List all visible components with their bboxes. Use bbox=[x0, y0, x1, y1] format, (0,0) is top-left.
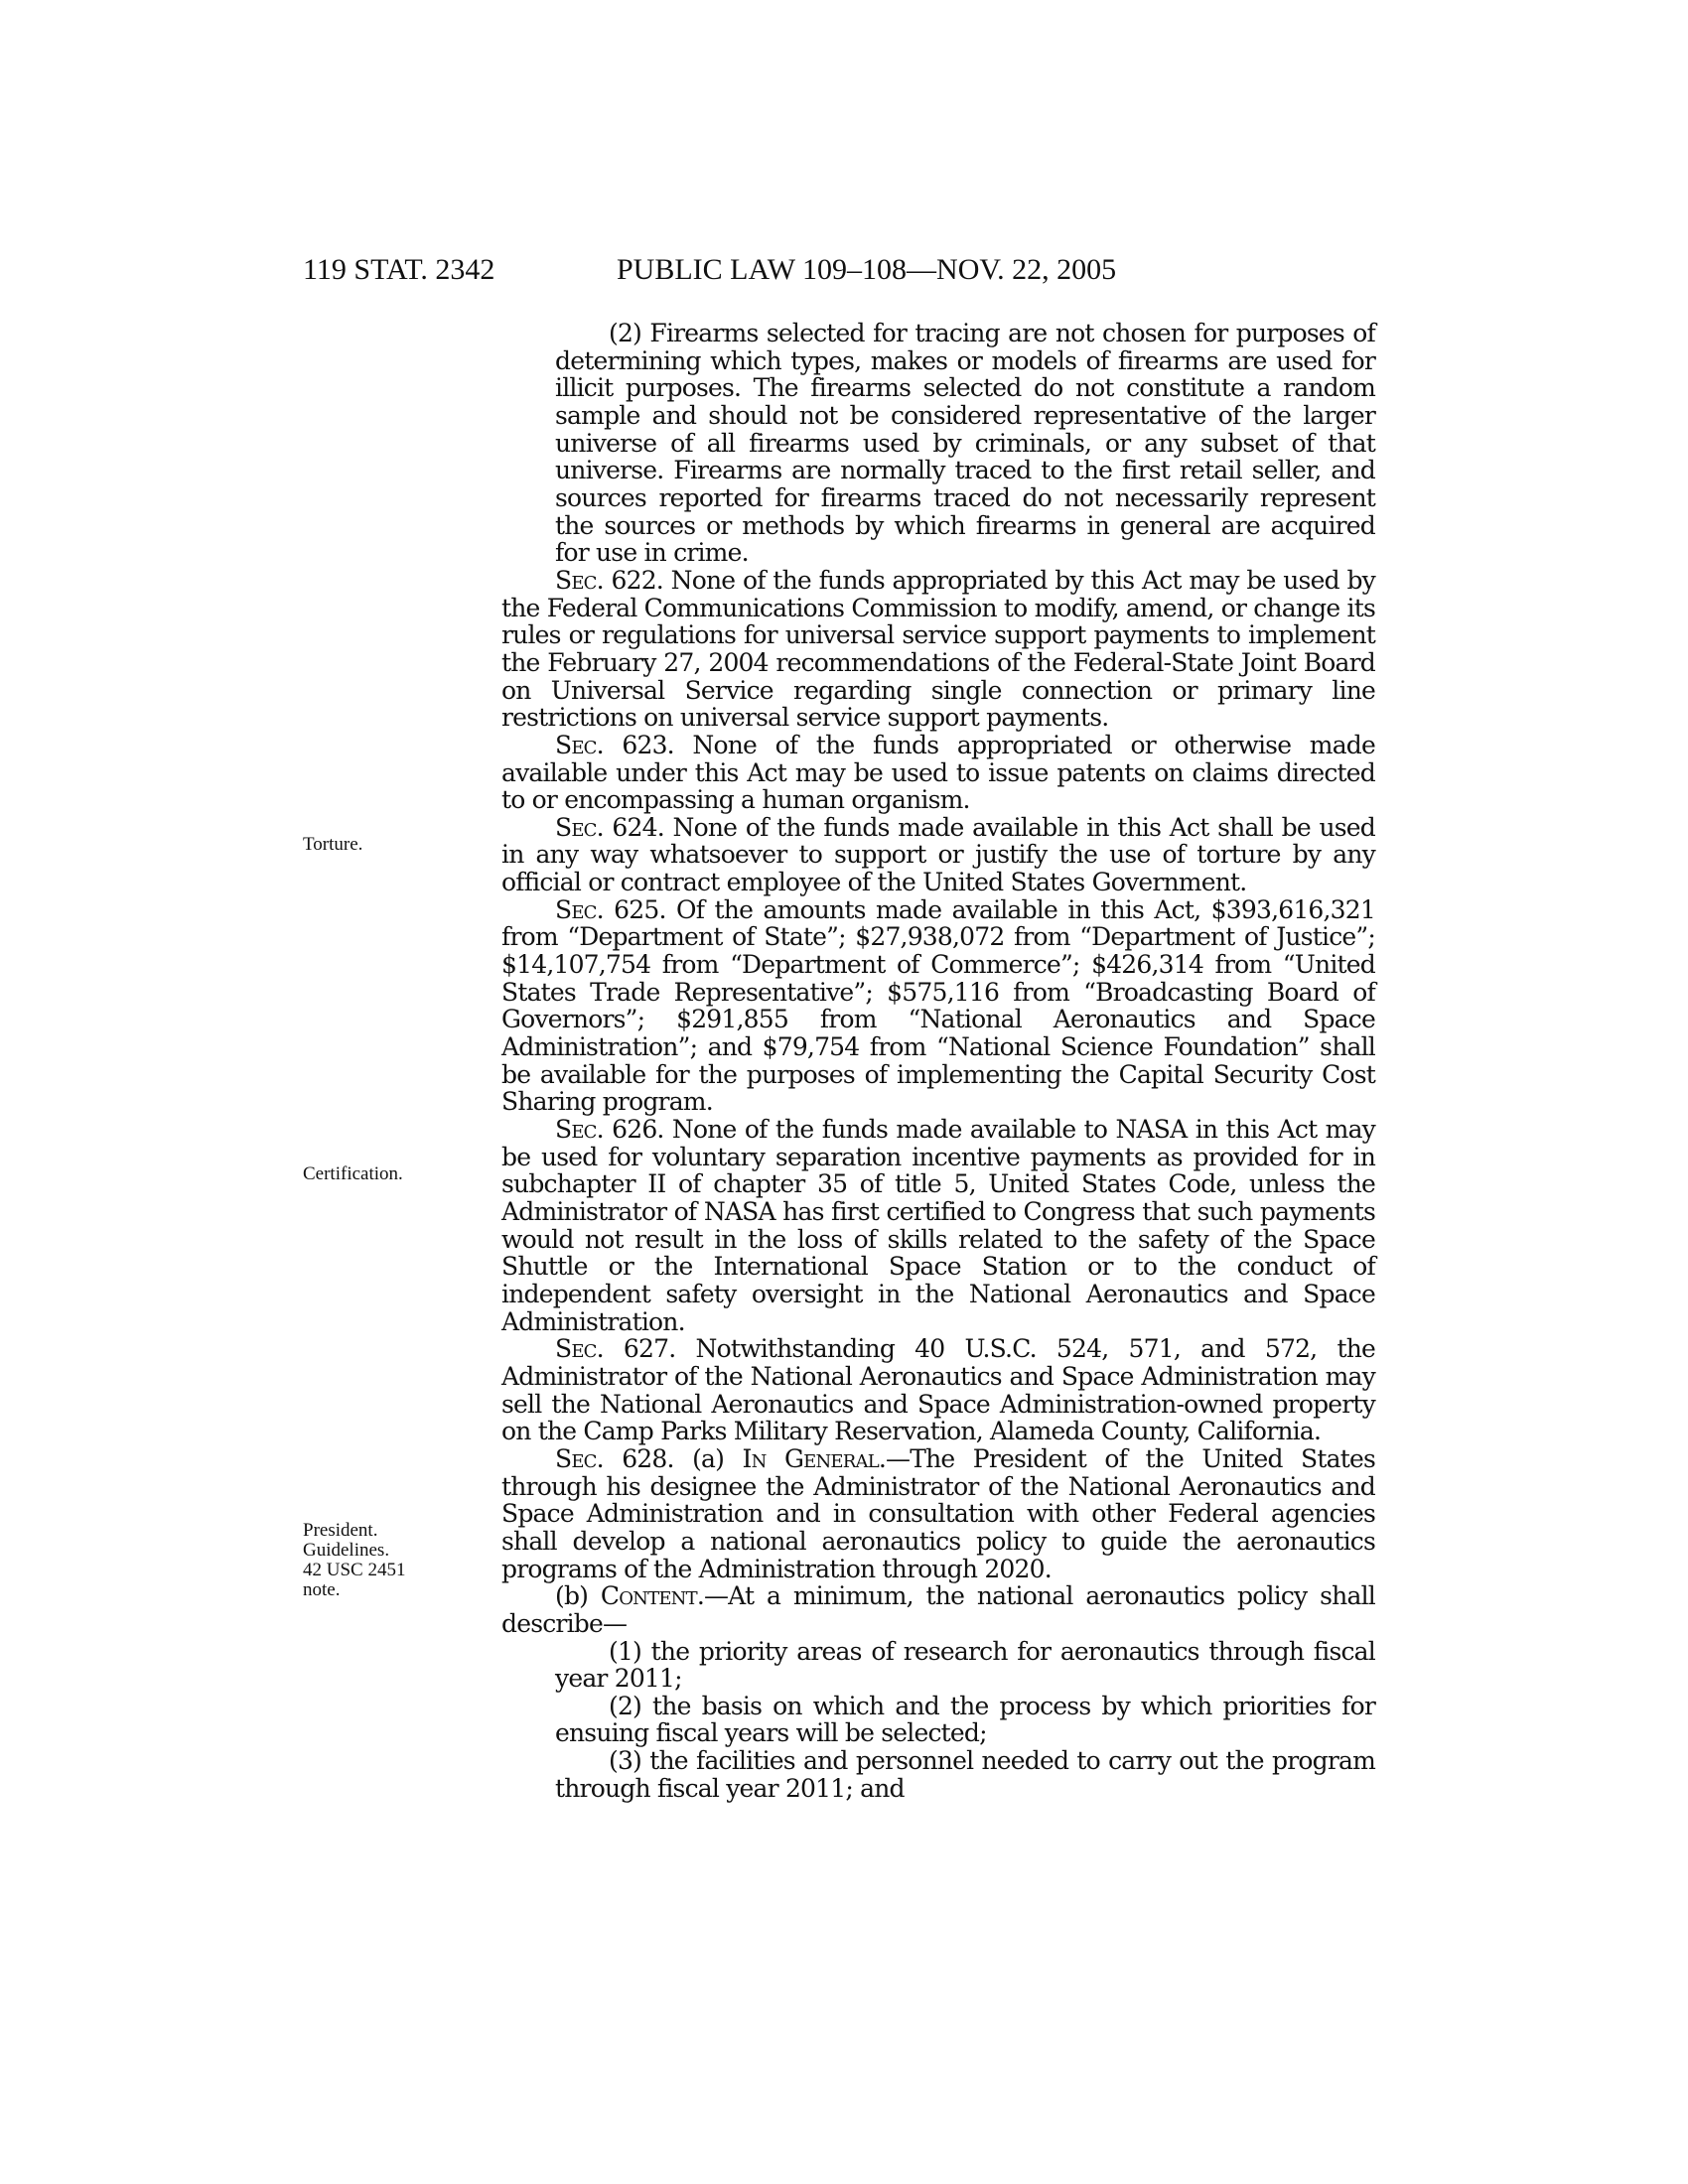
section-628b: (b) Content.—At a minimum, the national aeronautics policy shall describe— bbox=[501, 1581, 1375, 1638]
section-623: Sec. 623. None of the funds appropriated or otherwise made available under this Act may be used to issue patents on claims directed to or encompassing a human organism. bbox=[501, 730, 1375, 815]
margin-note-sec628: President. Guidelines. 42 USC 2451 note. bbox=[303, 1520, 406, 1600]
list-item: (2) the basis on which and the process by which priorities for ensuing fiscal years will be selected; bbox=[555, 1691, 1375, 1748]
section-622: Sec. 622. None of the funds appropriated by this Act may be used by the Federal Communications Commission to modify, amend, or change its rules or regulations for universal service support payments to implement the February 27, 2004 recommendations of the Federal-State Joint Board on Universal Service regarding single connection or primary line restrictions on universal service support payments. bbox=[501, 565, 1375, 733]
section-624: Sec. 624. None of the funds made available in this Act shall be used in any way whatsoever to support or justify the use of torture by any official or contract employee of the United States Government. bbox=[501, 812, 1375, 897]
section-625: Sec. 625. Of the amounts made available in this Act, $393,616,321 from “Department of State”; $27,938,072 from “Department of Justice”; $14,107,754 from “Department of Commerce”; $426,314 from “United States Trade Representative”; $575,116 from “Broadcasting Board of Governors”; $291,855 from “National Aeronautics and Space Administration”; and $79,754 from “National Science Foundation” shall be available for the purposes of implementing the Capital Security Cost Sharing program. bbox=[501, 894, 1375, 1117]
paragraph-firearms-tracing: (2) Firearms selected for tracing are not chosen for purposes of determining which types, makes or models of firearms are used for illicit purposes. The firearms selected do not constitute a random sample and should not be considered representative of the larger universe of all firearms used by criminals, or any subset of that universe. Firearms are normally traced to the first retail seller, and sources reported for firearms traced do not necessarily represent the sources or methods by which firearms in general are acquired for use in crime. bbox=[555, 319, 1375, 568]
section-626: Sec. 626. None of the funds made available to NASA in this Act may be used for voluntary separation incentive payments as provided for in subchapter II of chapter 35 of title 5, United States Code, unless the Administrator of NASA has first certified to Congress that such payments would not result in the loss of skills related to the safety of the Space Shuttle or the International Space Station or to the conduct of independent safety oversight in the National Aeronautics and Space Administration. bbox=[501, 1115, 1375, 1336]
statute-citation: 119 STAT. 2342 bbox=[303, 253, 495, 286]
section-628a: Sec. 628. (a) In General.—The President of the United States through his designee the Administrator of the National Aeronautics and Space Administration and in consultation with other Federal agencies shall develop a national aeronautics policy to guide the aeronautics programs of the Administration through 2020. bbox=[501, 1443, 1376, 1583]
page-header bbox=[0, 250, 1688, 290]
statute-body bbox=[501, 320, 1375, 1802]
list-item: (1) the priority areas of research for aeronautics through fiscal year 2011; bbox=[555, 1636, 1375, 1694]
margin-note-certification: Certification. bbox=[303, 1163, 403, 1184]
margin-note-torture: Torture. bbox=[303, 834, 363, 855]
section-627: Sec. 627. Notwithstanding 40 U.S.C. 524, 571, and 572, the Administrator of the National Aeronautics and Space Administration may sell the National Aeronautics and Space Administration-owned property on the Camp Parks Military Reservation, Alameda County, California. bbox=[501, 1334, 1375, 1446]
list-item: (3) the facilities and personnel needed to carry out the program through fiscal year 2011; and bbox=[555, 1746, 1375, 1803]
public-law-title: PUBLIC LAW 109–108—NOV. 22, 2005 bbox=[617, 253, 1117, 286]
